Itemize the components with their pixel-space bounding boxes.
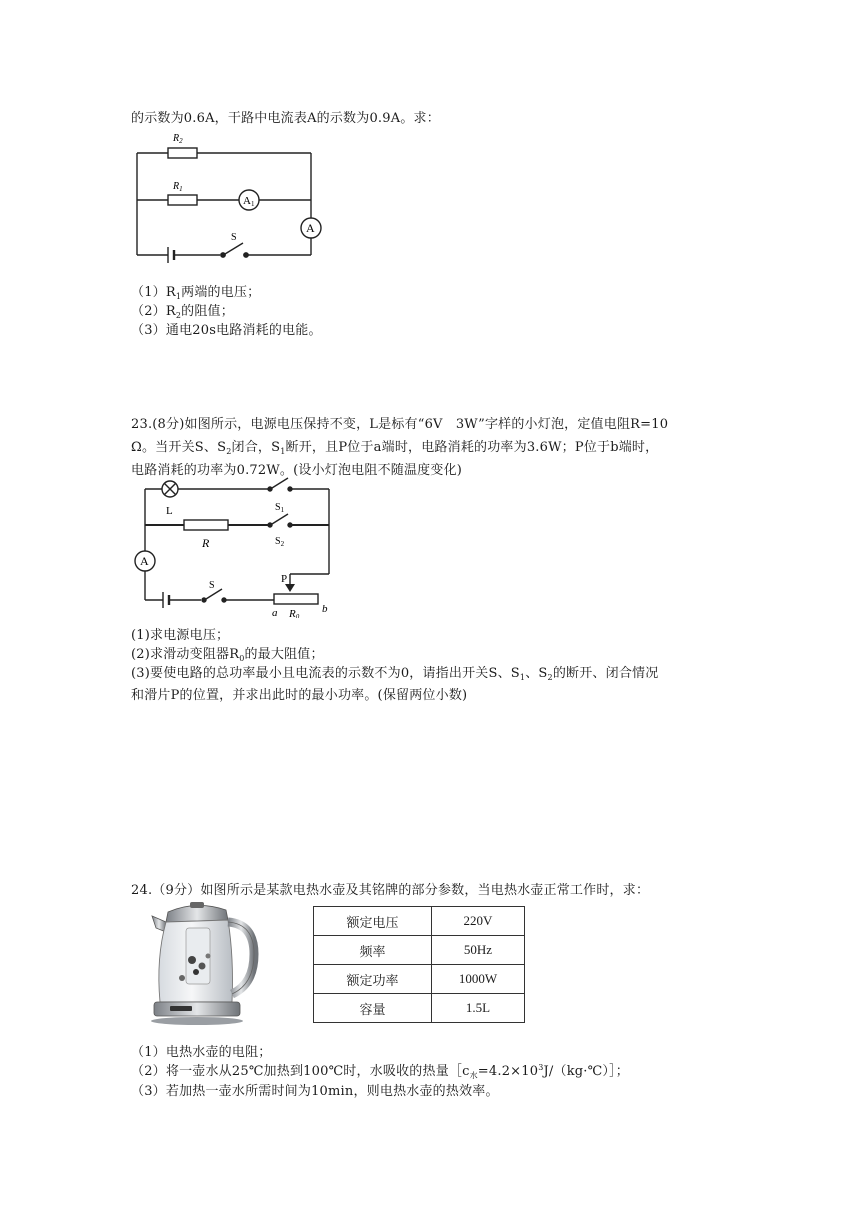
spec-label: 容量 xyxy=(314,994,432,1023)
table-row xyxy=(314,936,525,965)
r2-label: $R_2$ xyxy=(173,133,183,145)
q24-intro: 24.（9分）如图所示是某款电热水壶及其铭牌的部分参数，当电热水壶正常工作时，求： xyxy=(131,883,650,898)
kettle-nameplate-table xyxy=(313,906,525,1023)
spec-label: 额定功率 xyxy=(314,965,432,994)
ammeter-label: A xyxy=(140,554,149,568)
rheostat-r0-label: R0 xyxy=(289,608,300,618)
q23-line-2: Ω。当开关S、$S_2$闭合，$S_1$断开，且P位于a端时，电路消耗的功率为3.6W；P位于b端时， xyxy=(131,440,659,456)
ammeter-a1-label: A1 xyxy=(243,195,255,208)
q23-part-2: (2)求滑动变阻器$R_0$的最大阻值； xyxy=(131,647,324,663)
spec-label: 频率 xyxy=(314,936,432,965)
q23-part-1: (1)求电源电压； xyxy=(131,628,230,643)
r1-label: $R_1$ xyxy=(173,181,183,193)
q24-part-2: （2）将一壶水从25℃加热到100℃时，水吸收的热量$[c_水=4.2\times 10^3J/(kg\cdot℃)]$； xyxy=(131,1063,629,1080)
q23-line-3: 电路消耗的功率为0.72W。(设小灯泡电阻不随温度变化) xyxy=(131,463,463,478)
switch-s1-label: $S_1$ xyxy=(275,502,285,514)
q23-part-3-cont: 和滑片P的位置，并求出此时的最小功率。(保留两位小数) xyxy=(131,688,468,703)
spec-value: 1000W xyxy=(432,965,525,994)
lamp-l-label: L xyxy=(166,505,173,517)
slider-p-label: P xyxy=(281,573,288,585)
ammeter-a-label: A xyxy=(306,221,315,235)
end-a-label: a xyxy=(272,607,278,618)
q23-part-3: (3)要使电路的总功率最小且电流表的示数不为0，请指出开关S、$S_1$、$S_2$的断开、闭合情况 xyxy=(131,666,659,682)
kettle-image xyxy=(146,898,262,1028)
q23-circuit-diagram xyxy=(128,476,348,618)
table-row xyxy=(314,965,525,994)
end-b-label: b xyxy=(322,603,328,615)
spec-value: 220V xyxy=(432,907,525,936)
q24-part-1: （1）电热水壶的电阻； xyxy=(131,1045,272,1060)
switch-s-label: S xyxy=(231,232,237,243)
table-row xyxy=(314,994,525,1023)
q22-circuit-diagram xyxy=(128,128,328,264)
q22-part-3: （3）通电20s电路消耗的电能。 xyxy=(131,323,322,338)
spec-value: 50Hz xyxy=(432,936,525,965)
spec-value: 1.5L xyxy=(432,994,525,1023)
spec-label: 额定电压 xyxy=(314,907,432,936)
q22-part-2: $(2)R_2$的阻值； xyxy=(131,304,234,320)
resistor-r-label: R xyxy=(202,536,210,550)
q22-part-1: $(1)R_1$两端的电压； xyxy=(131,285,261,301)
q23-line-1: 23.(8分)如图所示，电源电压保持不变，L是标有“6V 3W”字样的小灯泡，定值电阻R=10 xyxy=(131,417,669,432)
switch-s2-label: $S_2$ xyxy=(275,536,285,548)
q22-intro: 的示数为0.6A，干路中电流表A的示数为0.9A。求： xyxy=(131,111,440,126)
table-row xyxy=(314,907,525,936)
switch-s-label: S xyxy=(209,580,215,591)
q24-part-3: （3）若加热一壶水所需时间为10min，则电热水壶的热效率。 xyxy=(131,1084,499,1099)
